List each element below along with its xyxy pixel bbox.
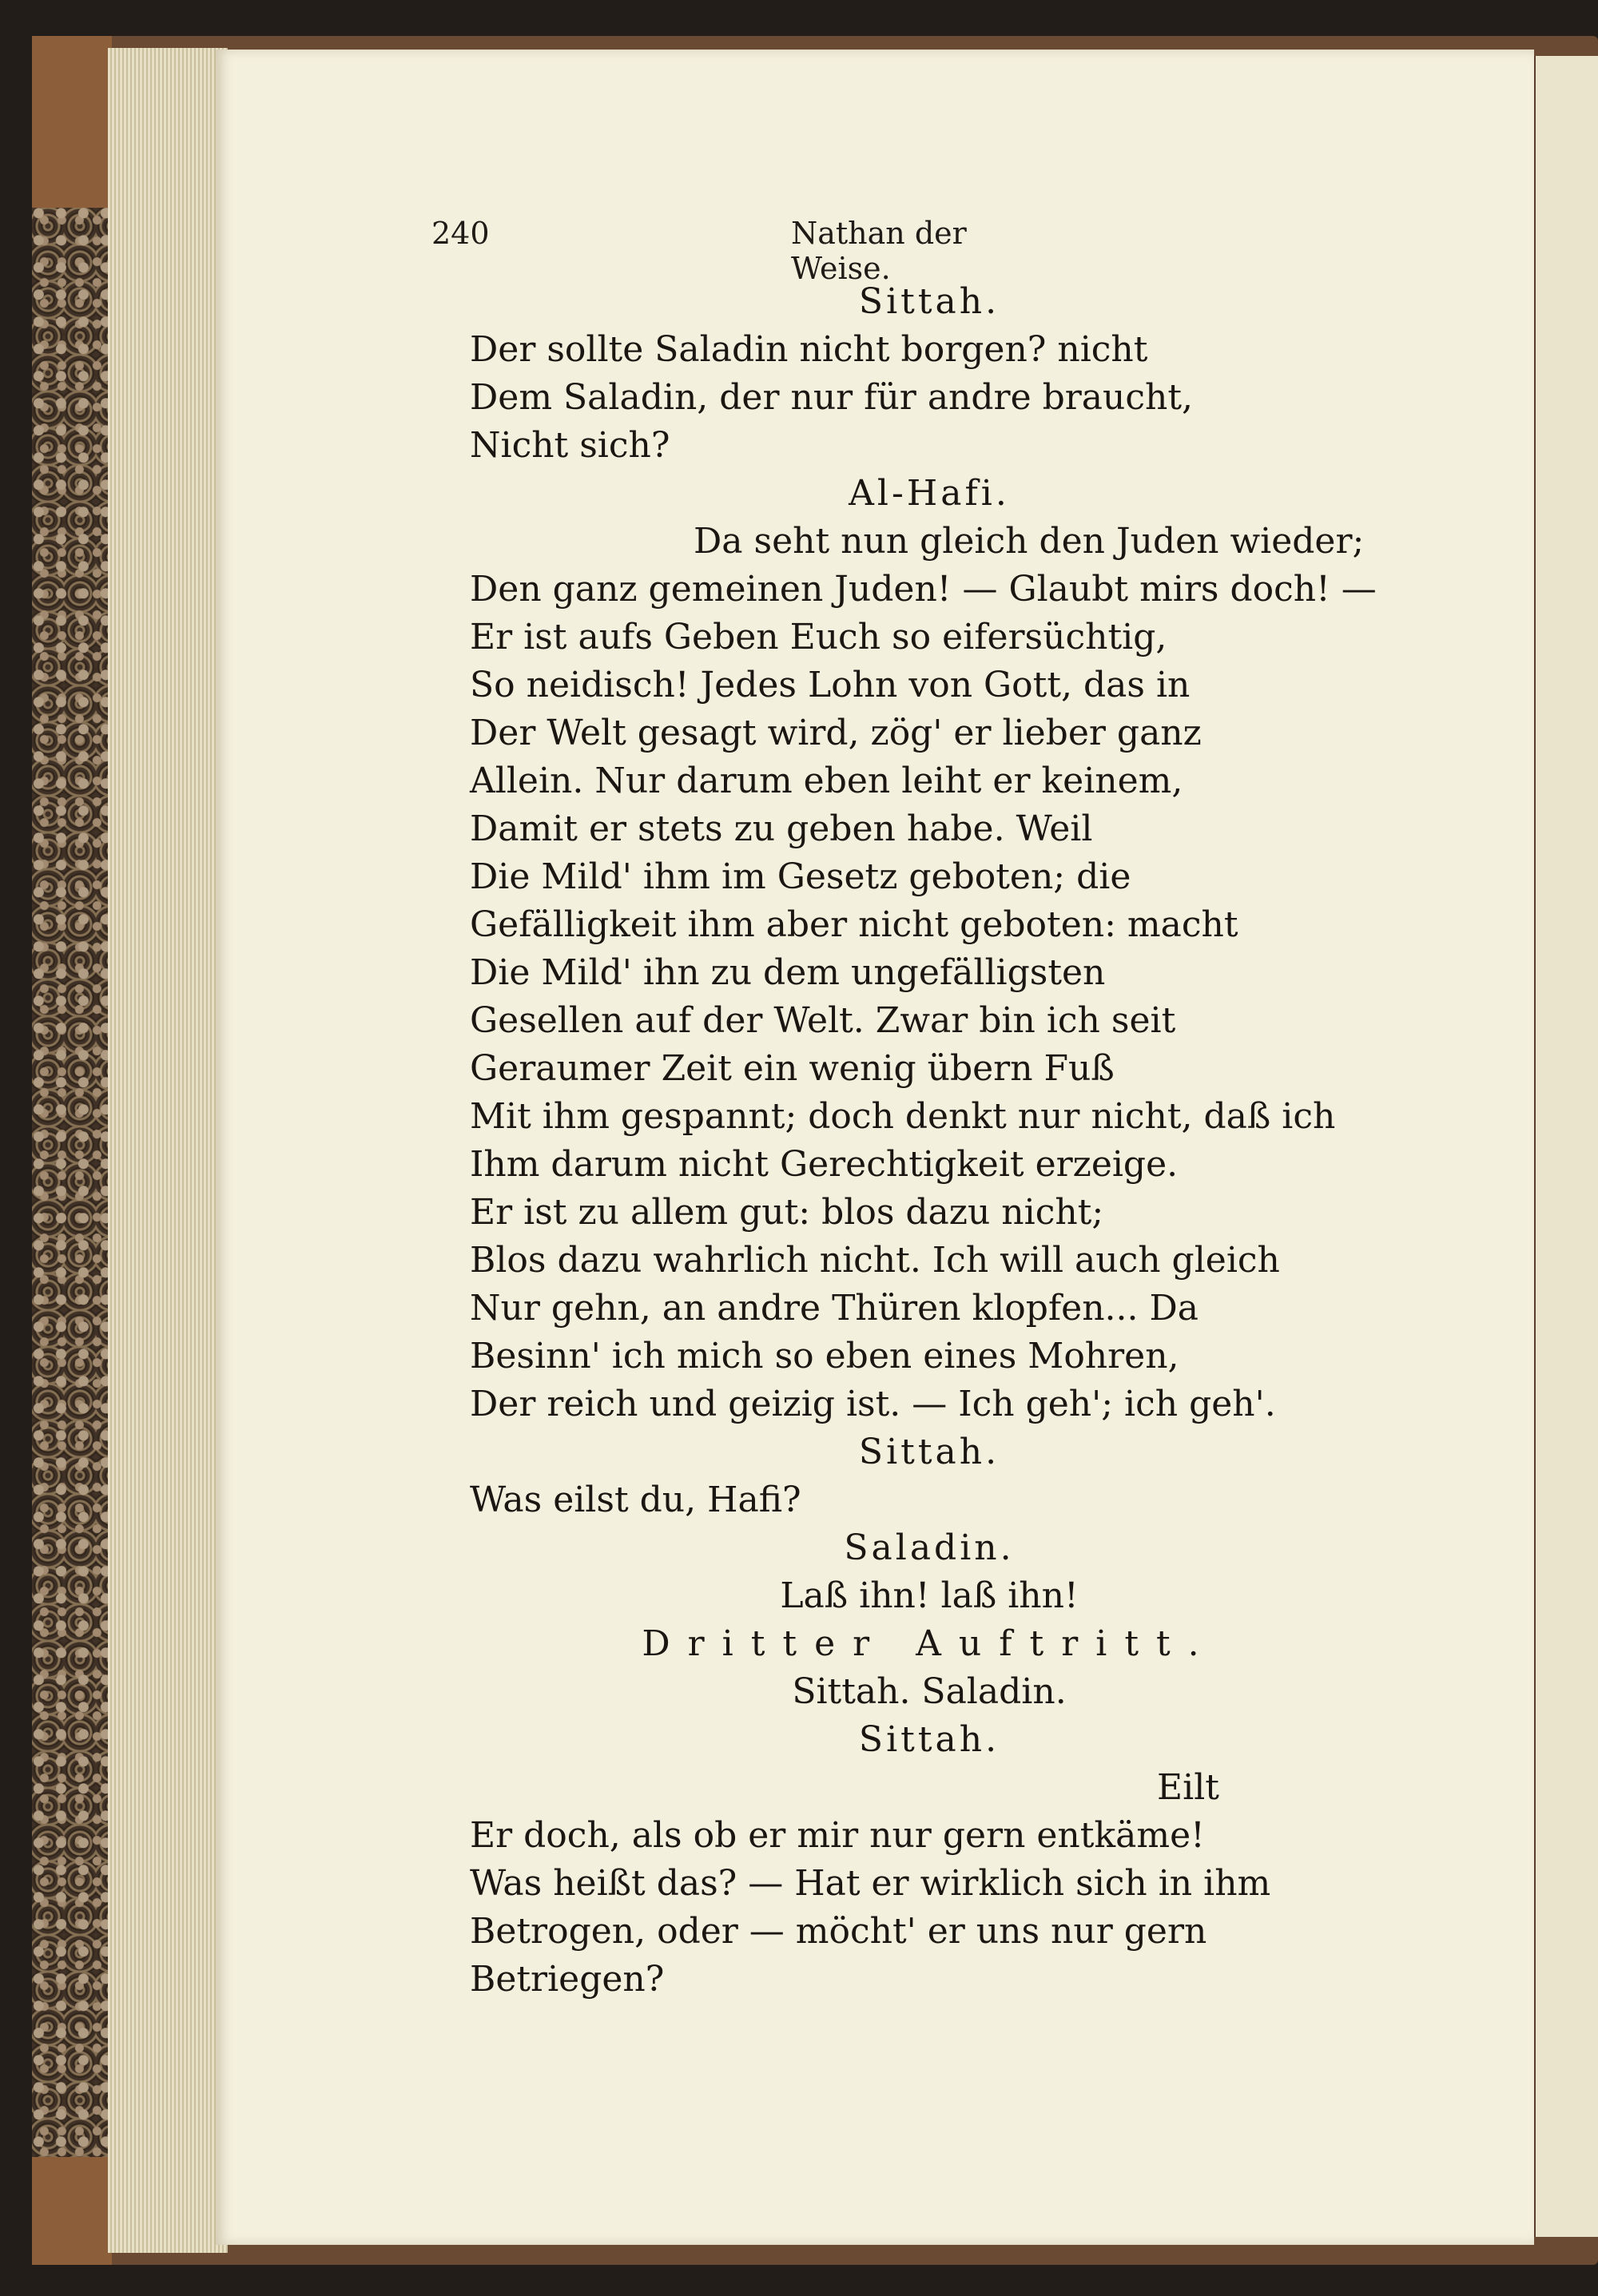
verse-line: Damit er stets zu geben habe. Weil: [470, 808, 1093, 849]
verse-line: Gesellen auf der Welt. Zwar bin ich seit: [470, 1000, 1176, 1041]
verse-line: So neidisch! Jedes Lohn von Gott, das in: [470, 665, 1191, 705]
verse-line: Nur gehn, an andre Thüren klopfen... Da: [470, 1288, 1198, 1329]
verse-line: Betrogen, oder — möcht' er uns nur gern: [470, 1911, 1207, 1952]
page-text: [470, 278, 1389, 2004]
speaker-name: Saladin.: [844, 1527, 1015, 1568]
verse-line: Betriegen?: [470, 1959, 665, 2000]
verse-line: Dem Saladin, der nur für andre braucht,: [470, 377, 1194, 418]
page-stack: [108, 48, 228, 2253]
verse-line: Ihm darum nicht Gerechtigkeit erzeige.: [470, 1144, 1179, 1185]
speaker-name: Sittah.: [858, 1719, 1000, 1760]
scene-heading: Dritter Auftritt.: [642, 1623, 1217, 1664]
speaker-name: Al-Hafi.: [849, 473, 1010, 514]
speaker-name: Sittah.: [858, 281, 1000, 322]
verse-line: Blos dazu wahrlich nicht. Ich will auch gleich: [470, 1240, 1280, 1281]
verse-line: Der sollte Saladin nicht borgen? nicht: [470, 329, 1148, 370]
leather-corner-bottom: [32, 2157, 112, 2265]
verse-line: Die Mild' ihn zu dem ungefälligsten: [470, 952, 1106, 993]
verse-line: Da seht nun gleich den Juden wieder;: [694, 521, 1365, 562]
verse-line: Die Mild' ihm im Gesetz geboten; die: [470, 856, 1131, 897]
verse-line: Allein. Nur darum eben leiht er keinem,: [470, 761, 1183, 801]
marbled-board: [32, 208, 108, 2173]
verse-line: Was eilst du, Hafi?: [470, 1480, 801, 1520]
verse-line: Der reich und geizig ist. — Ich geh'; ich geh'.: [470, 1384, 1276, 1424]
page-number: 240: [431, 216, 490, 251]
facing-page-edge: [1532, 56, 1598, 2237]
verse-line: Mit ihm gespannt; doch denkt nur nicht, daß ich: [470, 1096, 1336, 1137]
leather-corner-top: [32, 36, 112, 220]
verse-line: Geraumer Zeit ein wenig übern Fuß: [470, 1048, 1115, 1089]
verse-line: Gefälligkeit ihm aber nicht geboten: macht: [470, 904, 1238, 945]
verse-line: Er ist aufs Geben Euch so eifersüchtig,: [470, 617, 1167, 657]
verse-line: Den ganz gemeinen Juden! — Glaubt mirs doch! —: [470, 569, 1377, 610]
verse-line: Nicht sich?: [470, 425, 670, 466]
running-head: Nathan der Weise.: [791, 216, 967, 286]
verse-line: Besinn' ich mich so eben eines Mohren,: [470, 1336, 1179, 1376]
verse-line: Laß ihn! laß ihn!: [780, 1575, 1079, 1616]
speaker-name: Sittah.: [858, 1432, 1000, 1472]
verse-line: Er ist zu allem gut: blos dazu nicht;: [470, 1192, 1104, 1233]
scene-characters: Sittah. Saladin.: [792, 1671, 1067, 1712]
verse-line: Er doch, als ob er mir nur gern entkäme!: [470, 1815, 1205, 1856]
page-header: [431, 216, 1055, 286]
verse-line: Der Welt gesagt wird, zög' er lieber ganz: [470, 713, 1202, 753]
verse-line: Eilt: [1157, 1767, 1219, 1808]
verse-line: Was heißt das? — Hat er wirklich sich in ihm: [470, 1863, 1271, 1904]
